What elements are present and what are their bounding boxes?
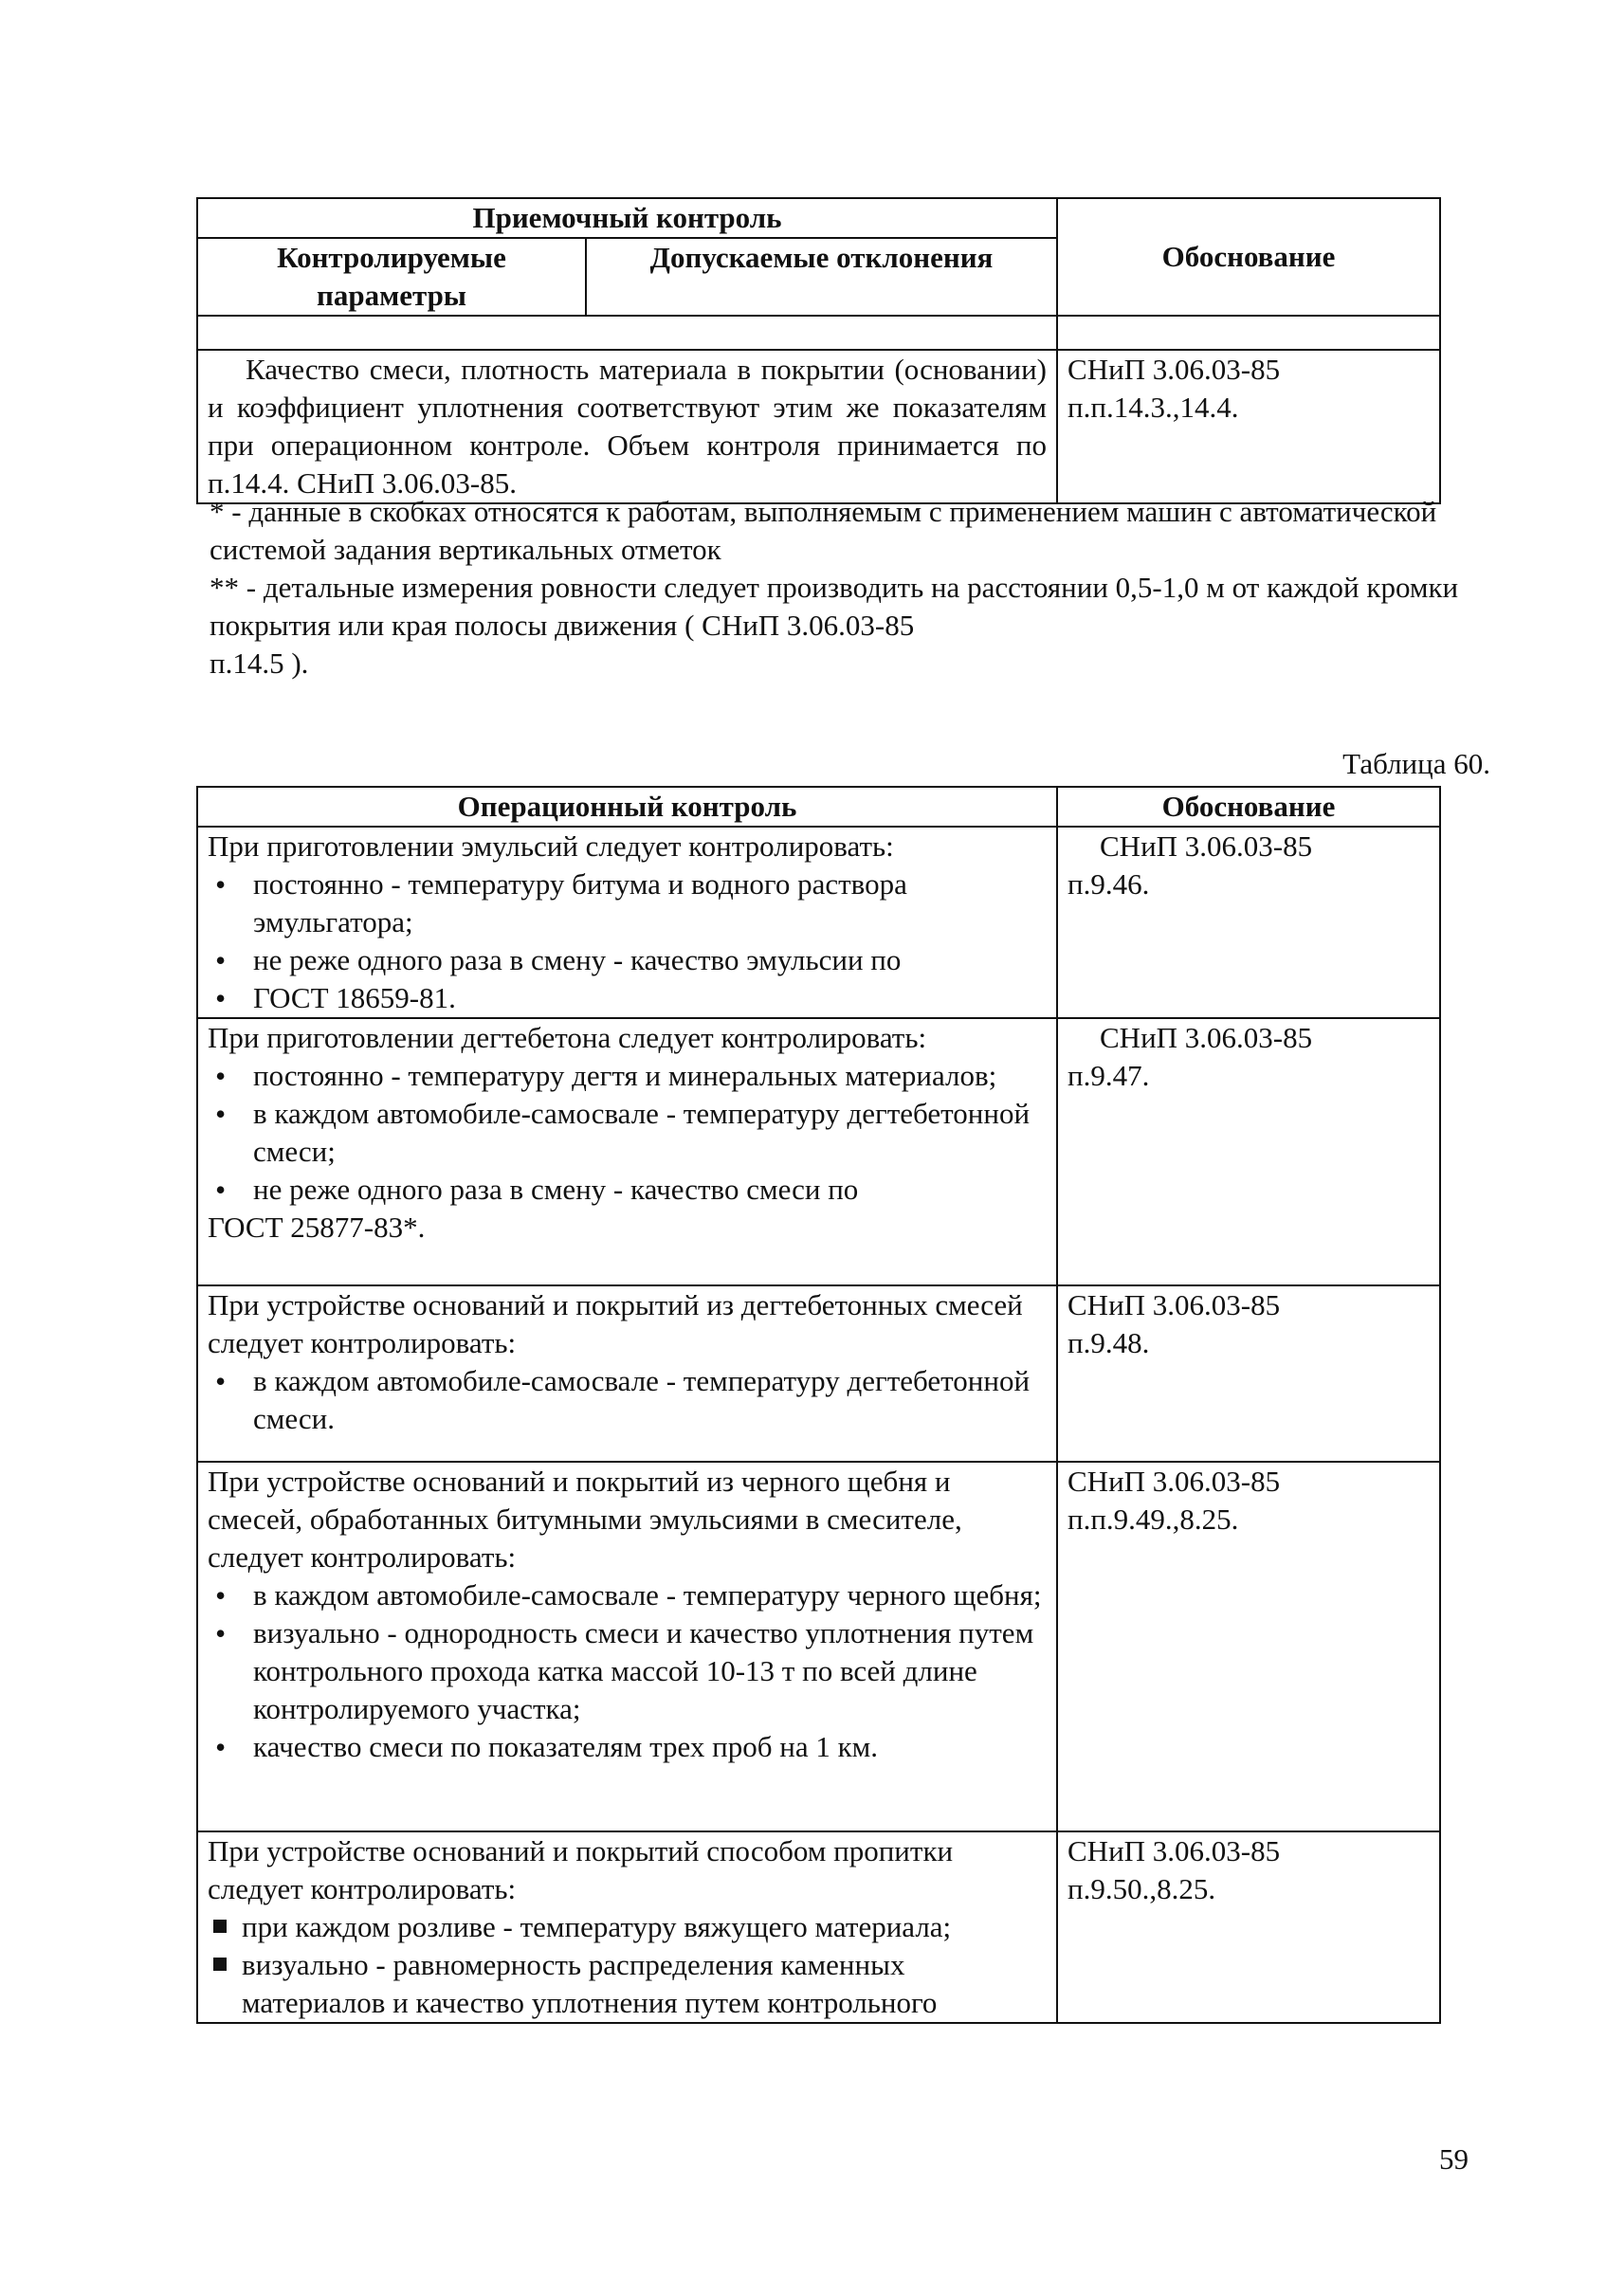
op-row-intro: При приготовлении дегтебетона следует контролировать: <box>208 1021 927 1054</box>
acceptance-row-text <box>197 350 1057 503</box>
op-row-intro: При приготовлении эмульсий следует контролировать: <box>208 829 894 863</box>
op-row-basis <box>1057 1285 1440 1462</box>
op-row-list <box>208 1908 1047 2022</box>
basis-clause: п.9.48. <box>1067 1326 1150 1359</box>
footnote-1: * - данные в скобках относятся к работам, выполняемым с применением машин с автоматической системой задания вертикальных отметок <box>210 495 1437 566</box>
basis-clause: п.9.50.,8.25. <box>1067 1872 1216 1905</box>
op-row-intro: При устройстве оснований и покрытий из дегтебетонных смесей следует контролировать: <box>208 1288 1023 1359</box>
op-row-list <box>208 865 1047 1017</box>
op-row-basis <box>1057 1831 1440 2023</box>
list-item: • не реже одного раза в смену - качество эмульсии по <box>208 941 1047 979</box>
acceptance-row-description: Качество смеси, плотность материала в покрытии (основании) и коэффициент уплотнения соответствуют этим же показателям при операционном контроле. Объем контроля принимается по п.14.4. СНиП 3.06.03-85. <box>208 353 1048 500</box>
basis-column-header: Обоснование <box>1057 198 1440 316</box>
op-row-basis <box>1057 1018 1440 1285</box>
list-item: • качество смеси по показателям трех проб на 1 км. <box>208 1728 1047 1766</box>
operational-control-header: Операционный контроль <box>197 787 1057 827</box>
basis-snip: СНиП 3.06.03-85 <box>1100 1021 1313 1054</box>
basis-clause: п.9.47. <box>1067 1059 1150 1092</box>
op-row-tar-concrete <box>197 1018 1057 1285</box>
op-row-tar-concrete-bases <box>197 1285 1057 1462</box>
op-row-list <box>208 1576 1047 1766</box>
op-row-basis <box>1057 1462 1440 1831</box>
op-row-emulsions <box>197 827 1057 1018</box>
list-item: при каждом розливе - температуру вяжущего материала; <box>208 1908 1047 1946</box>
acceptance-row-basis <box>1057 350 1440 503</box>
basis-snip: СНиП 3.06.03-85 <box>1067 1465 1281 1498</box>
footnote-2-line-1: ** - детальные измерения ровности следует производить на расстоянии 0,5-1,0 м от каждой кромки покрытия или края полосы движения ( СНиП 3.06.03-85 <box>210 571 1459 642</box>
footnote-2-line-2: п.14.5 ). <box>210 647 309 680</box>
op-row-list <box>208 1362 1047 1438</box>
acceptance-control-title: Приемочный контроль <box>197 198 1057 238</box>
acceptance-control-table <box>196 197 1441 504</box>
list-item: • ГОСТ 18659-81. <box>208 979 1047 1017</box>
op-row-intro: При устройстве оснований и покрытий способом пропитки следует контролировать: <box>208 1834 954 1905</box>
op-row-basis <box>1057 827 1440 1018</box>
list-item: • постоянно - температуру битума и водного раствора эмульгатора; <box>208 865 1047 941</box>
list-item: • визуально - однородность смеси и качество уплотнения путем контрольного прохода катка массой 10-13 т по всей длине контролируемого участка; <box>208 1614 1047 1728</box>
empty-row <box>197 316 1057 350</box>
controlled-params-header: Контролируемые параметры <box>197 238 586 316</box>
op-row-list <box>208 1057 1047 1209</box>
basis-snip: СНиП 3.06.03-85 <box>1067 353 1281 386</box>
op-row-black-gravel <box>197 1462 1057 1831</box>
basis-clause: п.п.14.3.,14.4. <box>1067 391 1239 424</box>
list-item: • в каждом автомобиле-самосвале - температуру дегтебетонной смеси; <box>208 1095 1047 1171</box>
empty-row-basis <box>1057 316 1440 350</box>
list-item: • в каждом автомобиле-самосвале - температуру дегтебетонной смеси. <box>208 1362 1047 1438</box>
list-item: • постоянно - температуру дегтя и минеральных материалов; <box>208 1057 1047 1095</box>
basis-clause: п.9.46. <box>1067 867 1150 901</box>
table-caption: Таблица 60. <box>1342 747 1490 780</box>
list-item: визуально - равномерность распределения каменных материалов и качество уплотнения путем контрольного <box>208 1946 1047 2022</box>
page-number: 59 <box>1439 2142 1469 2176</box>
basis-snip: СНиП 3.06.03-85 <box>1067 1834 1281 1867</box>
list-item: • в каждом автомобиле-самосвале - температуру черного щебня; <box>208 1576 1047 1614</box>
list-item: • не реже одного раза в смену - качество смеси по <box>208 1171 1047 1209</box>
basis-snip: СНиП 3.06.03-85 <box>1100 829 1313 863</box>
allowed-deviations-header: Допускаемые отклонения <box>586 238 1057 316</box>
basis-snip: СНиП 3.06.03-85 <box>1067 1288 1281 1321</box>
op-row-impregnation <box>197 1831 1057 2023</box>
basis-clause: п.п.9.49.,8.25. <box>1067 1503 1239 1536</box>
footnotes <box>210 493 1480 683</box>
op-row-intro: При устройстве оснований и покрытий из черного щебня и смесей, обработанных битумными эмульсиями в смесителе, следует контролировать: <box>208 1465 962 1574</box>
basis-header: Обоснование <box>1057 787 1440 827</box>
op-row-tail: ГОСТ 25877-83*. <box>208 1211 426 1244</box>
operational-control-table <box>196 786 1441 2024</box>
